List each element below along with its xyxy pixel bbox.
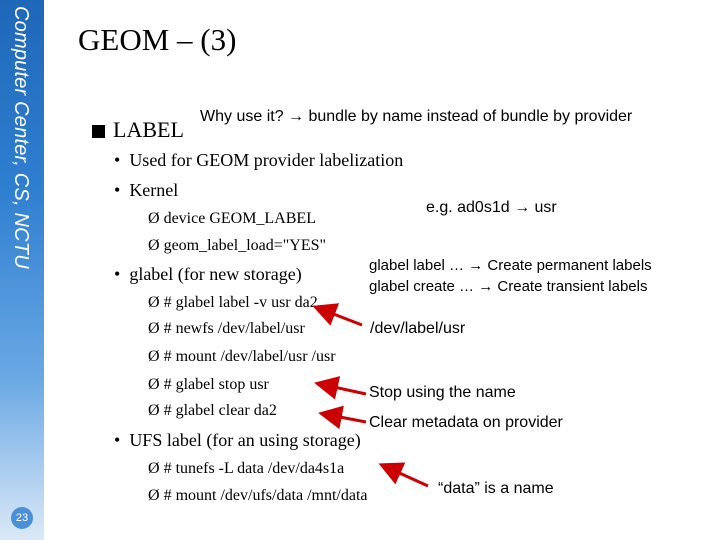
bullet-provider-text: Used for GEOM provider labelization [129,150,404,170]
sub-bullet-icon: Ø [148,320,160,337]
glabel-item-text: # glabel label -v usr da2 [163,294,318,311]
sub-bullet-icon: Ø [148,402,160,419]
arrow-to-glabel-clear [324,414,366,422]
slide-title: GEOM – (3) [78,22,237,57]
sub-bullet-icon: Ø [148,348,160,365]
arrow-to-glabel-stop [320,384,366,394]
sub-bullet-icon: Ø [148,487,160,504]
permanent-labels-note: glabel label … → Create permanent labels [369,257,652,274]
clear-note: Clear metadata on provider [369,414,563,431]
sub-bullet-icon: Ø [148,376,160,393]
bullet-icon: • [114,430,121,450]
label-heading-text: LABEL [113,117,184,142]
sidebar-title: Computer Center, CS, NCTU [10,6,32,269]
bullet-icon: • [114,180,121,200]
sub-bullet-icon: Ø [148,210,160,227]
kernel-item-text: device GEOM_LABEL [163,210,316,227]
sub-bullet-icon: Ø [148,294,160,311]
bullet-icon: • [114,264,121,284]
glabel-item-text: # mount /dev/label/usr /usr [163,348,336,365]
bullet-icon: • [114,150,121,170]
data-name-note: “data” is a name [438,480,554,497]
bullet-glabel-text: glabel (for new storage) [129,264,302,284]
bullet-kernel-text: Kernel [129,180,179,200]
glabel-item-text: # glabel clear da2 [163,402,277,419]
glabel-item-text: # glabel stop usr [163,376,269,393]
ufs-item-text: # mount /dev/ufs/data /mnt/data [163,487,368,504]
transient-labels-note: glabel create … → Create transient labels [369,278,648,295]
stop-note: Stop using the name [369,384,516,401]
kernel-item-text: geom_label_load="YES" [163,237,327,254]
why-note: Why use it? → bundle by name instead of bundle by provider [200,108,633,125]
glabel-item-text: # newfs /dev/label/usr [163,320,305,337]
bullet-ufs-text: UFS label (for an using storage) [129,430,361,450]
ufs-item-text: # tunefs -L data /dev/da4s1a [163,460,345,477]
sub-bullet-icon: Ø [148,460,160,477]
arrow-to-tunefs [384,466,428,486]
sub-bullet-icon: Ø [148,237,160,254]
example-note: e.g. ad0s1d → usr [426,199,557,216]
page-number: 23 [11,507,33,529]
arrow-to-glabel-label [318,308,362,325]
devlabel-note: /dev/label/usr [370,320,466,337]
